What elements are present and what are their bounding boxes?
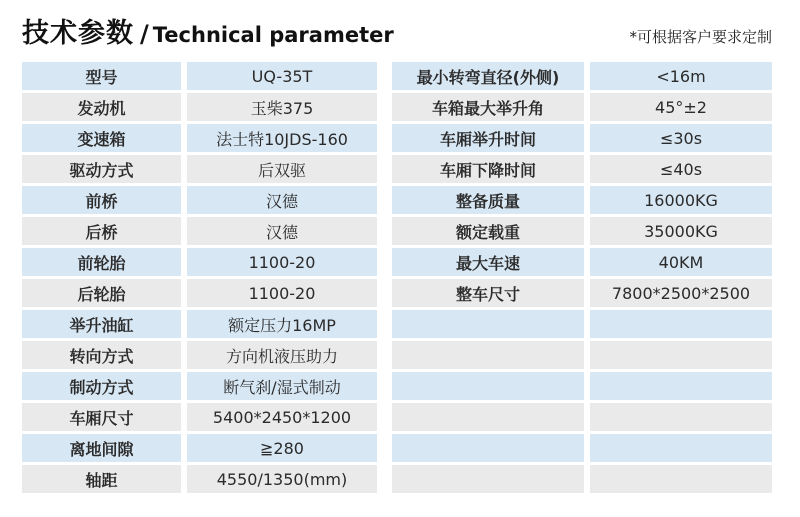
customization-note: *可根据客户要求定制 — [629, 28, 772, 46]
param-value — [590, 372, 772, 400]
param-label: 最大车速 — [392, 248, 584, 276]
param-value: UQ-35T — [187, 62, 377, 90]
table-row — [22, 217, 377, 245]
table-row — [22, 62, 377, 90]
param-label: 最小转弯直径(外侧) — [392, 62, 584, 90]
param-label — [392, 341, 584, 369]
page-title-chinese: 技术参数 — [22, 17, 134, 49]
param-label: 车厢下降时间 — [392, 155, 584, 183]
param-value: 玉柴375 — [187, 93, 377, 121]
param-label: 转向方式 — [22, 341, 181, 369]
param-label: 举升油缸 — [22, 310, 181, 338]
param-value: 16000KG — [590, 186, 772, 214]
param-value: 5400*2450*1200 — [187, 403, 377, 431]
param-label — [392, 434, 584, 462]
table-row — [392, 93, 772, 121]
table-row — [392, 310, 772, 338]
param-label: 离地间隙 — [22, 434, 181, 462]
table-row — [392, 248, 772, 276]
param-value: 35000KG — [590, 217, 772, 245]
param-value: 方向机液压助力 — [187, 341, 377, 369]
param-label: 车厢尺寸 — [22, 403, 181, 431]
param-label: 整备质量 — [392, 186, 584, 214]
table-row — [22, 155, 377, 183]
table-row — [392, 341, 772, 369]
param-label: 制动方式 — [22, 372, 181, 400]
param-label: 轴距 — [22, 465, 181, 493]
param-label: 后轮胎 — [22, 279, 181, 307]
param-value: 汉德 — [187, 217, 377, 245]
table-row — [392, 279, 772, 307]
param-value: 额定压力16MP — [187, 310, 377, 338]
page-title — [22, 12, 394, 50]
param-value — [590, 434, 772, 462]
table-row — [22, 310, 377, 338]
param-label: 车箱最大举升角 — [392, 93, 584, 121]
param-value — [590, 341, 772, 369]
param-value: 汉德 — [187, 186, 377, 214]
param-label: 前桥 — [22, 186, 181, 214]
param-value: 40KM — [590, 248, 772, 276]
param-label — [392, 465, 584, 493]
param-value — [590, 403, 772, 431]
param-value: 7800*2500*2500 — [590, 279, 772, 307]
param-value: ≤40s — [590, 155, 772, 183]
table-row — [392, 372, 772, 400]
param-label: 整车尺寸 — [392, 279, 584, 307]
table-row — [392, 124, 772, 152]
table-row — [22, 434, 377, 462]
table-row — [22, 341, 377, 369]
param-value: ≧280 — [187, 434, 377, 462]
param-value — [590, 310, 772, 338]
table-row — [392, 155, 772, 183]
table-row — [22, 186, 377, 214]
param-value: 4550/1350(mm) — [187, 465, 377, 493]
spec-tables — [22, 62, 772, 493]
param-label: 型号 — [22, 62, 181, 90]
param-label: 发动机 — [22, 93, 181, 121]
param-value — [590, 465, 772, 493]
param-label: 驱动方式 — [22, 155, 181, 183]
spec-table-right — [392, 62, 772, 493]
table-row — [22, 372, 377, 400]
param-label: 车厢举升时间 — [392, 124, 584, 152]
table-row — [392, 62, 772, 90]
param-value: 后双驱 — [187, 155, 377, 183]
table-row — [22, 124, 377, 152]
param-label: 额定载重 — [392, 217, 584, 245]
table-row — [392, 217, 772, 245]
table-row — [392, 186, 772, 214]
header-bar — [22, 12, 772, 50]
param-value: 法士特10JDS-160 — [187, 124, 377, 152]
table-row — [392, 434, 772, 462]
table-row — [22, 465, 377, 493]
spec-table-left — [22, 62, 377, 493]
title-separator: / — [140, 19, 149, 48]
table-row — [22, 248, 377, 276]
param-label — [392, 372, 584, 400]
param-label: 变速箱 — [22, 124, 181, 152]
param-value: 45°±2 — [590, 93, 772, 121]
table-row — [392, 465, 772, 493]
table-row — [22, 279, 377, 307]
param-value: <16m — [590, 62, 772, 90]
param-label: 后桥 — [22, 217, 181, 245]
page-title-english: Technical parameter — [152, 22, 394, 47]
table-row — [22, 93, 377, 121]
table-row — [392, 403, 772, 431]
param-value: 断气刹/湿式制动 — [187, 372, 377, 400]
param-label: 前轮胎 — [22, 248, 181, 276]
param-value: 1100-20 — [187, 248, 377, 276]
param-label — [392, 403, 584, 431]
table-row — [22, 403, 377, 431]
param-label — [392, 310, 584, 338]
param-value: 1100-20 — [187, 279, 377, 307]
param-value: ≤30s — [590, 124, 772, 152]
